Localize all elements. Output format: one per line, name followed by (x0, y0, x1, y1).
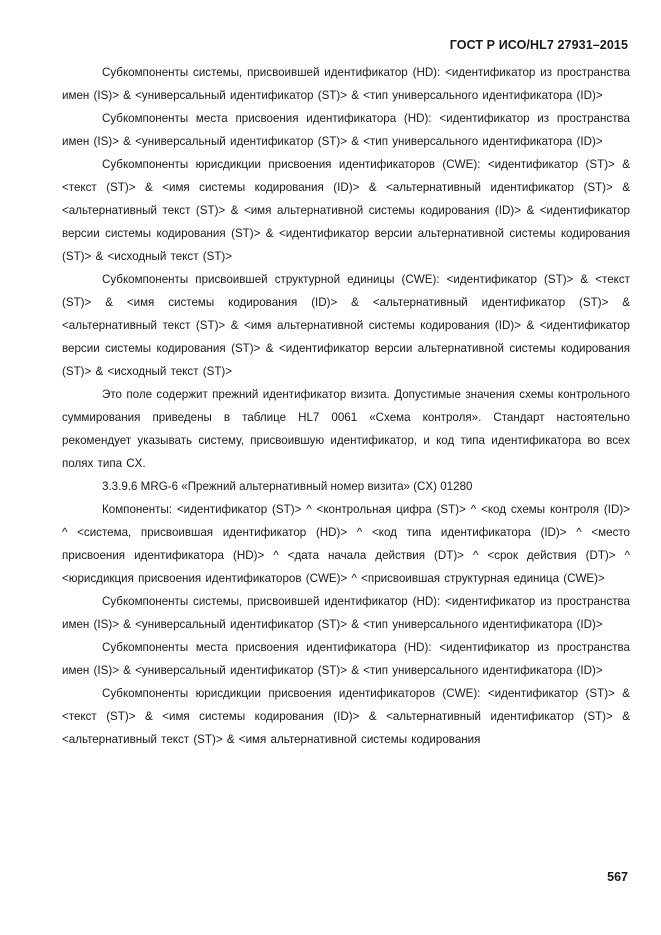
page-number: 567 (607, 870, 628, 884)
section-heading-mrg-6: 3.3.9.6 MRG-6 «Прежний альтернативный номер визита» (CX) 01280 (102, 480, 473, 493)
paragraph-assigning-authority-subcomponents: Субкомпоненты системы, присвоившей идентификатор (HD): <идентификатор из пространства имен (IS)> & <универсальный идентификатор (ST)> & <тип универсального идентификатора (ID)> (62, 66, 630, 102)
paragraph-assigning-authority-subcomponents-2: Субкомпоненты системы, присвоившей идентификатор (HD): <идентификатор из пространства имен (IS)> & <универсальный идентификатор (ST)> & <тип универсального идентификатора (ID)> (62, 595, 630, 631)
paragraph-jurisdiction-subcomponents: Субкомпоненты юрисдикции присвоения идентификаторов (CWE): <идентификатор (ST)> & <текст (ST)> & <имя системы кодирования (ID)> & <альтернативный идентификатор (ST)> & <альтернативный текст (ST)> & <имя альтернативной системы кодирования (ID)> & <идентификатор версии системы кодирования (ST)> & <идентификатор версии альтернативной системы кодирования (ST)> & <исходный текст (ST)> (62, 158, 630, 263)
page-body (62, 61, 630, 751)
paragraph-field-description: Это поле содержит прежний идентификатор визита. Допустимые значения схемы контрольного суммирования приведены в таблице HL7 0061 «Схема контроля». Стандарт настоятельно рекомендует указывать систему, присвоившую идентификатор, и код типа идентификатора во всех полях типа CX. (62, 388, 630, 470)
paragraph-assigning-facility-subcomponents-2: Субкомпоненты места присвоения идентификатора (HD): <идентификатор из пространства имен (IS)> & <универсальный идентификатор (ST)> & <тип универсального идентификатора (ID)> (62, 641, 630, 677)
paragraph-jurisdiction-subcomponents-2: Субкомпоненты юрисдикции присвоения идентификаторов (CWE): <идентификатор (ST)> & <текст (ST)> & <имя системы кодирования (ID)> & <альтернативный идентификатор (ST)> & <альтернативный текст (ST)> & <имя альтернативной системы кодирования (62, 687, 630, 746)
paragraph-assigning-facility-subcomponents: Субкомпоненты места присвоения идентификатора (HD): <идентификатор из пространства имен (IS)> & <универсальный идентификатор (ST)> & <тип универсального идентификатора (ID)> (62, 112, 630, 148)
standard-header: ГОСТ Р ИСО/HL7 27931–2015 (449, 38, 628, 52)
paragraph-agency-department-subcomponents: Субкомпоненты присвоившей структурной единицы (CWE): <идентификатор (ST)> & <текст (ST)> & <имя системы кодирования (ID)> & <альтернативный идентификатор (ST)> & <альтернативный текст (ST)> & <имя альтернативной системы кодирования (ID)> & <идентификатор версии системы кодирования (ST)> & <идентификатор версии альтернативной системы кодирования (ST)> & <исходный текст (ST)> (62, 273, 630, 378)
paragraph-components: Компоненты: <идентификатор (ST)> ^ <контрольная цифра (ST)> ^ <код схемы контроля (ID)> ^ <система, присвоившая идентификатор (HD)> ^ <код типа идентификатора (ID)> ^ <место присвоения идентификатора (HD)> ^ <дата начала действия (DT)> ^ <срок действия (DT)> ^ <юрисдикция присвоения идентификаторов (CWE)> ^ <присвоившая структурная единица (CWE)> (62, 503, 630, 585)
